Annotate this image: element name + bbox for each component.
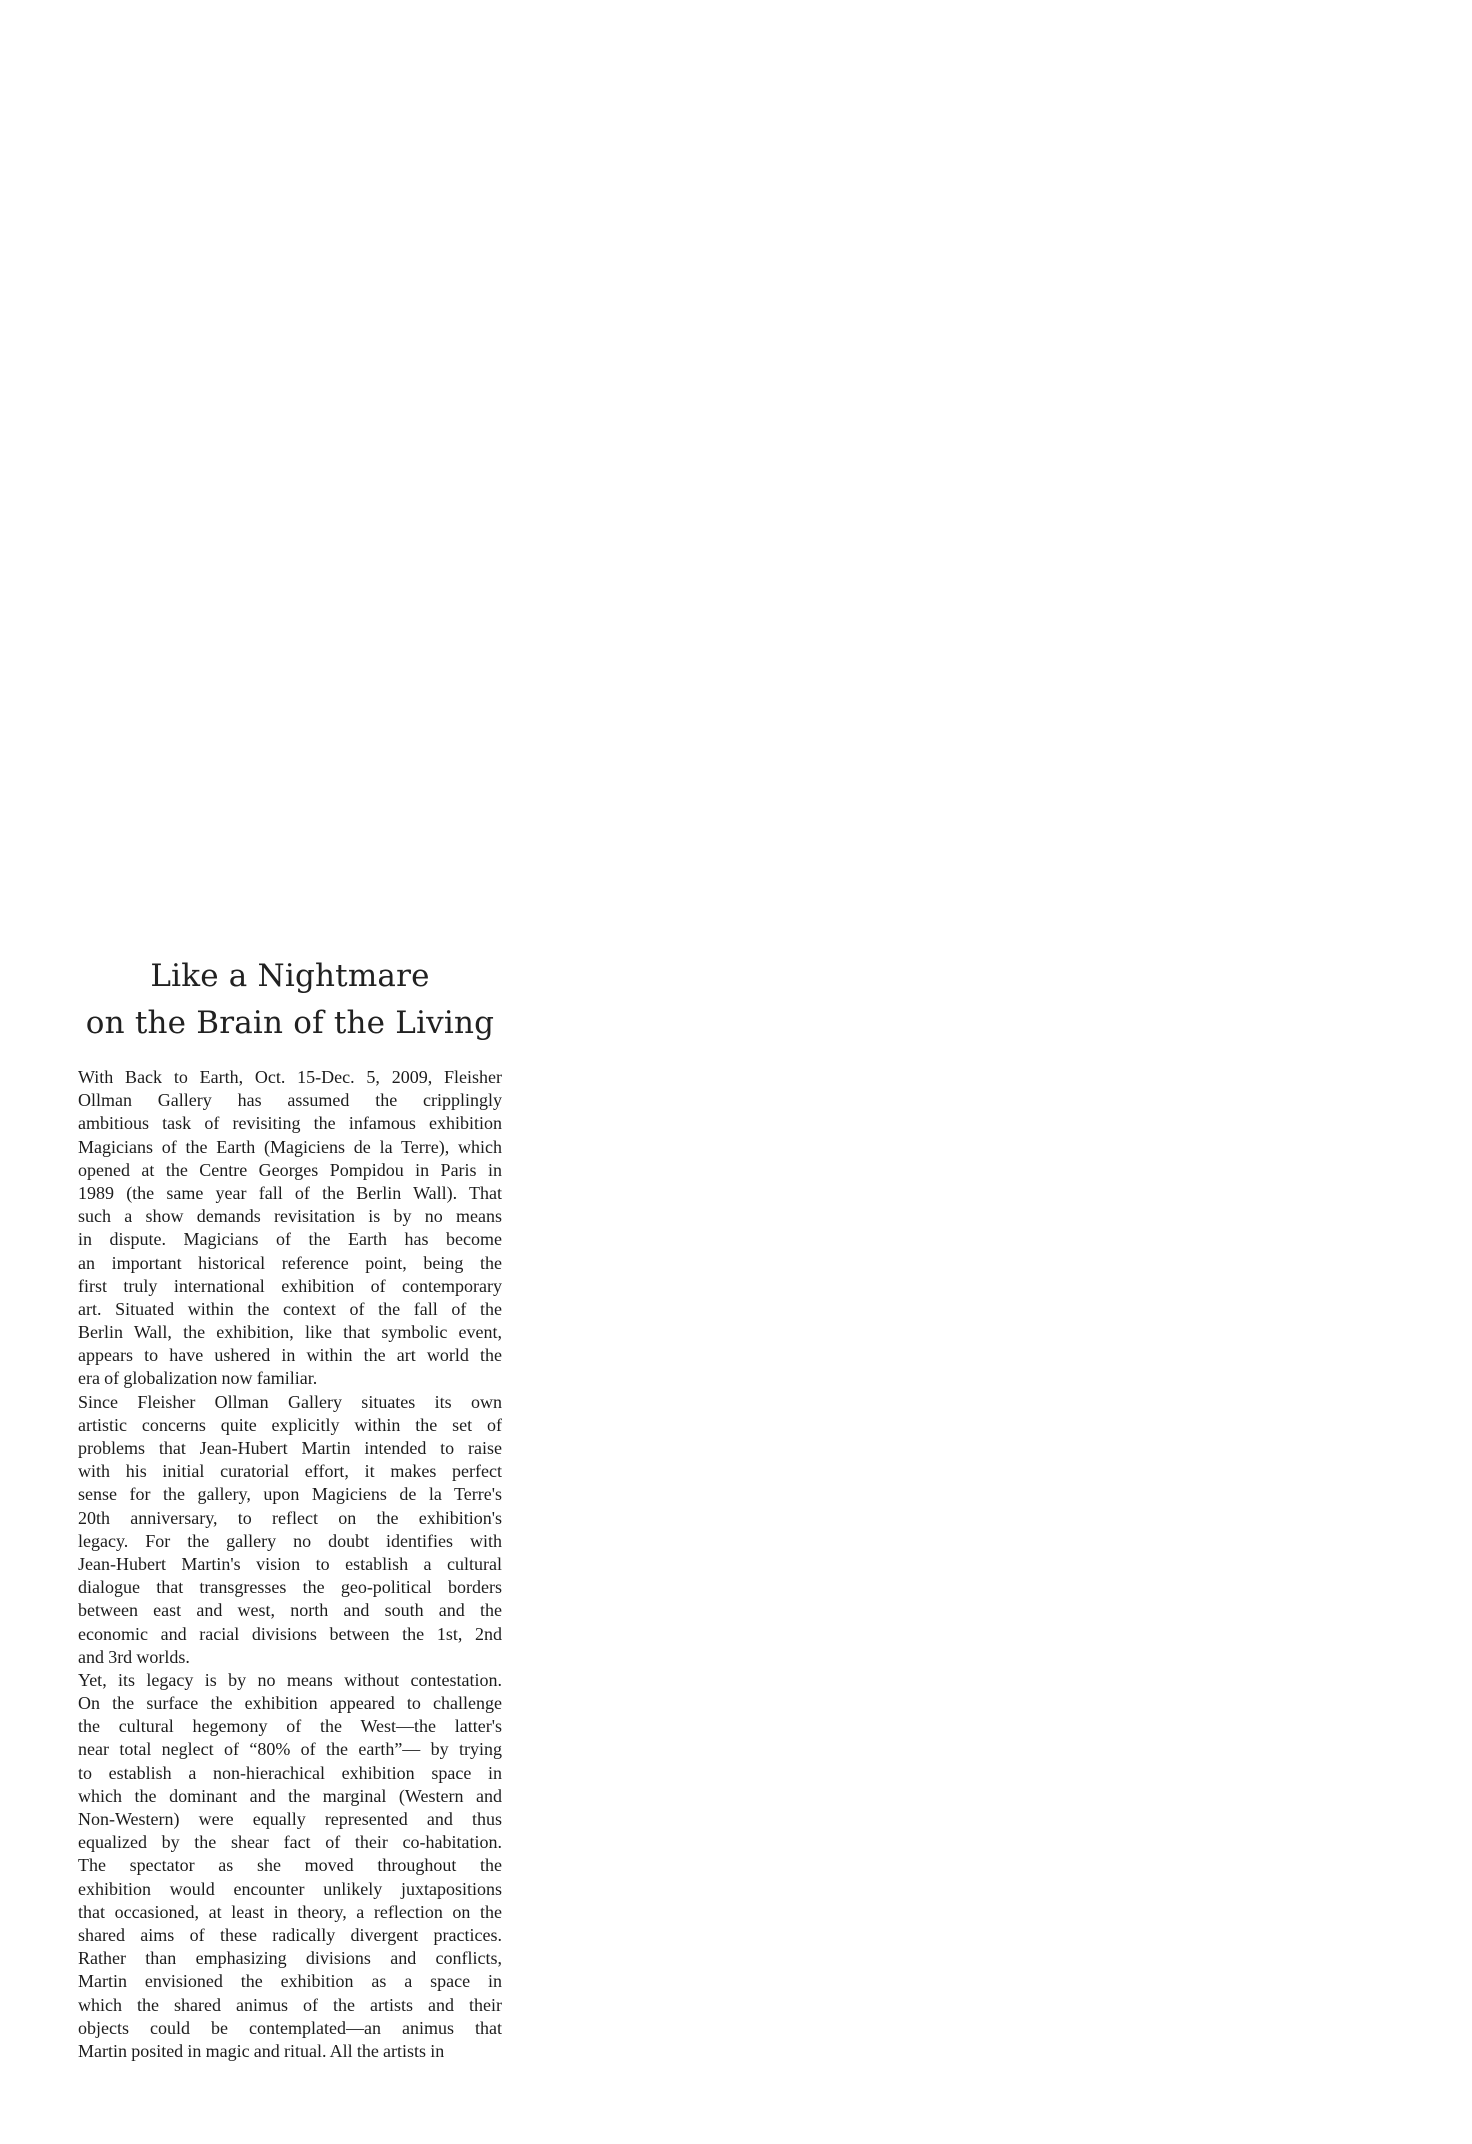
text-line: With Back to Earth, Oct. 15-Dec. 5, 2009, Fleisher [78, 1067, 502, 1087]
text-line: art. Situated within the context of the fall of the [78, 1298, 502, 1319]
article-title-line-2: on the Brain of the Living [85, 1005, 495, 1041]
text-line: which the dominant and the marginal (Western and [78, 1785, 502, 1806]
paragraph [78, 1391, 502, 1669]
article-body [78, 1066, 502, 2063]
paragraph [78, 1066, 502, 1391]
text-line: artistic concerns quite explicitly within the set of [78, 1414, 502, 1435]
text-line: Rather than emphasizing divisions and conflicts, [78, 1948, 502, 1969]
text-line: 20th anniversary, to reflect on the exhibition's [78, 1507, 502, 1528]
text-line: such a show demands revisitation is by no means [78, 1206, 502, 1227]
text-line: an important historical reference point, being the [78, 1252, 502, 1273]
text-line: sense for the gallery, upon Magiciens de la Terre's [78, 1484, 502, 1505]
text-line: objects could be contemplated—an animus that [78, 2017, 502, 2038]
text-line: first truly international exhibition of contemporary [78, 1275, 502, 1296]
text-line: near total neglect of “80% of the earth”— by trying [78, 1739, 502, 1760]
text-line: On the surface the exhibition appeared to challenge [78, 1693, 502, 1714]
text-line: in dispute. Magicians of the Earth has become [78, 1229, 502, 1250]
article-title [78, 953, 502, 1047]
text-line: dialogue that transgresses the geo-political borders [78, 1577, 502, 1598]
text-line: era of globalization now familiar. [78, 1368, 318, 1389]
text-line: equalized by the shear fact of their co-habitation. [78, 1832, 502, 1853]
text-line: between east and west, north and south and the [78, 1600, 502, 1621]
text-line: The spectator as she moved throughout the [78, 1855, 502, 1876]
text-line: ambitious task of revisiting the infamous exhibition [78, 1113, 502, 1134]
text-line: with his initial curatorial effort, it makes perfect [78, 1461, 502, 1482]
text-line: shared aims of these radically divergent practices. [78, 1924, 502, 1945]
text-line: which the shared animus of the artists and their [78, 1994, 502, 2015]
text-line: Yet, its legacy is by no means without contestation. [78, 1669, 502, 1690]
text-line: that occasioned, at least in theory, a reflection on the [78, 1901, 502, 1922]
text-line: Magicians of the Earth (Magiciens de la Terre), which [78, 1136, 502, 1157]
text-line: legacy. For the gallery no doubt identifies with [78, 1530, 502, 1551]
text-line: appears to have ushered in within the art world the [78, 1345, 502, 1366]
text-line: Martin envisioned the exhibition as a space in [78, 1971, 502, 1992]
text-line: the cultural hegemony of the West—the latter's [78, 1716, 502, 1737]
article-title-line-1: Like a Nightmare [150, 958, 430, 994]
text-line: Non-Western) were equally represented and thus [78, 1809, 502, 1829]
text-line: and 3rd worlds. [78, 1646, 190, 1667]
text-line: economic and racial divisions between the 1st, 2nd [78, 1623, 502, 1644]
text-line: Berlin Wall, the exhibition, like that symbolic event, [78, 1322, 502, 1343]
text-line: opened at the Centre Georges Pompidou in Paris in [78, 1159, 502, 1180]
text-line: problems that Jean-Hubert Martin intended to raise [78, 1438, 502, 1458]
text-line: to establish a non-hierachical exhibition space in [78, 1762, 502, 1783]
paragraph [78, 1669, 502, 2063]
text-line: Since Fleisher Ollman Gallery situates its own [78, 1391, 502, 1412]
text-line: exhibition would encounter unlikely juxtapositions [78, 1878, 502, 1899]
article [78, 953, 502, 2063]
text-line: Martin posited in magic and ritual. All the artists in [78, 2040, 445, 2061]
text-line: 1989 (the same year fall of the Berlin Wall). That [78, 1182, 502, 1203]
text-line: Ollman Gallery has assumed the cripplingly [78, 1090, 502, 1111]
text-line: Jean-Hubert Martin's vision to establish a cultural [78, 1553, 502, 1574]
